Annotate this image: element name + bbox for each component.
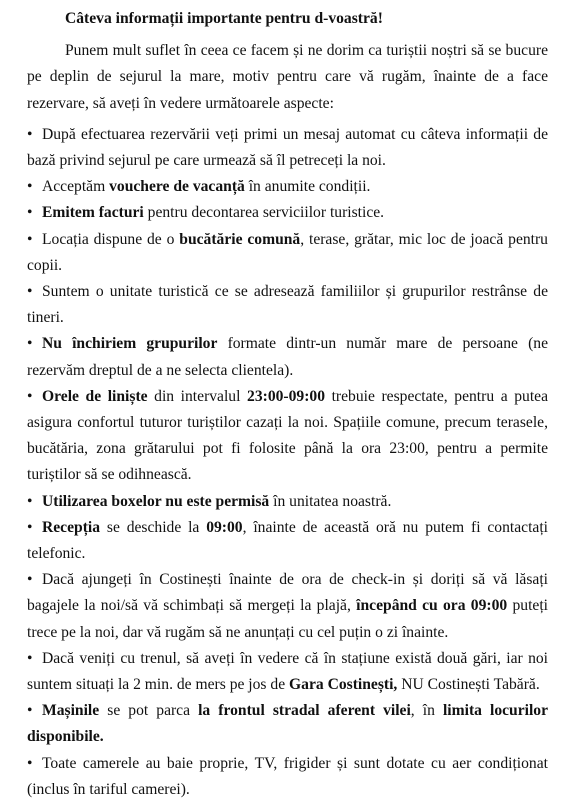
bullet-text-bold: Orele de liniște <box>42 387 148 405</box>
bullet-symbol: • <box>27 518 33 536</box>
bullet-text: în anumite condiții. <box>244 178 371 196</box>
info-bullet-item <box>27 567 548 646</box>
bullet-text: trebuie respectate, pentru a putea asigura confortul tuturor turiștilor cazați la noi. Spațiile comune, precum terasele, bucătăria, zona grătarului pot fi folosite până la ora 23:00, pentru a permite turiștilor să se odihnească. <box>27 387 548 484</box>
bullet-text-bold: limita locurilor disponibile. <box>27 702 549 746</box>
info-bullet-item <box>27 646 548 698</box>
bullet-text: Locația dispune de o <box>42 230 180 248</box>
bullet-symbol: • <box>27 387 33 405</box>
bullet-symbol: • <box>27 754 33 772</box>
bullet-symbol: • <box>27 230 33 248</box>
bullet-text-bold: Recepția <box>42 518 101 536</box>
bullet-text: din intervalul <box>147 387 248 405</box>
bullet-text-bold: Emitem facturi <box>42 204 144 222</box>
bullet-text: Dacă veniți cu trenul, să aveți în vedere că în stațiune există două gări, iar noi suntem situați la 2 min. de mers pe jos de <box>27 649 548 694</box>
bullet-text: Suntem o unitate turistică ce se adresează familiilor și grupurilor restrânse de tineri. <box>27 283 548 327</box>
bullet-text: Acceptăm <box>42 178 110 196</box>
bullet-text-bold: 09:00 <box>206 518 243 536</box>
bullet-symbol: • <box>27 178 33 196</box>
bullet-text: se deschide la <box>100 518 207 536</box>
document-title: Câteva informații importante pentru d-voastră! <box>65 10 383 27</box>
bullet-text: , în <box>410 702 443 720</box>
info-bullet-item <box>27 751 548 803</box>
bullet-symbol: • <box>27 649 33 667</box>
bullet-text: , terase, grătar, mic loc de joacă pentru copii. <box>27 230 548 274</box>
info-bullet-item <box>27 331 548 383</box>
bullet-text: NU Costinești Tabără. <box>397 676 540 694</box>
bullet-symbol: • <box>27 125 33 143</box>
info-bullet-item <box>27 279 548 331</box>
bullet-text: formate dintr-un număr mare de persoane (ne rezervăm dreptul de a ne selecta clientela). <box>27 335 549 379</box>
bullet-symbol: • <box>27 702 33 720</box>
bullet-symbol: • <box>27 571 33 589</box>
info-bullet-item <box>27 489 548 515</box>
bullet-text: Toate camerele au baie proprie, TV, frigider și sunt dotate cu aer condiționat (inclus în tariful camerei). <box>27 754 548 798</box>
bullet-text: se pot parca <box>99 702 199 720</box>
bullet-text-bold: vouchere de vacanță <box>109 178 245 196</box>
info-bullet-item <box>27 174 548 200</box>
bullet-text: , înainte de această oră nu putem fi contactați telefonic. <box>27 518 548 563</box>
bullet-text-bold: Gara Costinești, <box>289 676 398 694</box>
info-bullet-item <box>27 200 548 226</box>
bullet-text-bold: Nu închiriem grupurilor <box>42 335 218 353</box>
info-bullet-item <box>27 698 548 750</box>
bullet-symbol: • <box>27 204 33 222</box>
bullet-text-bold: Utilizarea boxelor nu este permisă <box>42 492 270 510</box>
info-bullet-item <box>27 515 548 567</box>
bullet-text-bold: 23:00-09:00 <box>247 387 325 405</box>
bullet-text: puteți trece pe la noi, dar vă rugăm să ne anunțați cu cel puțin o zi înainte. <box>27 597 548 641</box>
bullet-text-bold: Mașinile <box>42 702 100 720</box>
bullet-symbol: • <box>27 492 33 510</box>
info-bullet-item <box>27 227 548 279</box>
bullet-text: După efectuarea rezervării veți primi un mesaj automat cu câteva informații de bază privind sejurul pe care urmează să îl petreceți la noi. <box>27 125 548 170</box>
bullet-symbol: • <box>27 283 33 301</box>
bullet-text: pentru decontarea serviciilor turistice. <box>143 204 385 222</box>
info-bullet-list <box>27 122 548 803</box>
info-bullet-item <box>27 384 548 489</box>
bullet-symbol: • <box>27 335 33 353</box>
bullet-text-bold: la frontul stradal aferent vilei <box>198 702 411 720</box>
bullet-text: în unitatea noastră. <box>269 492 392 510</box>
info-bullet-item <box>27 122 548 174</box>
bullet-text: Dacă ajungeți în Costinești înainte de ora de check-in și doriți să vă lăsați bagajele la noi/să vă schimbați să mergeți la plajă, <box>27 571 548 615</box>
bullet-text-bold: începând cu ora 09:00 <box>356 597 508 615</box>
intro-paragraph: Punem mult suflet în ceea ce facem și ne dorim ca turiștii noștri să se bucure pe deplin de sejurul la mare, motiv pentru care vă rugăm, înainte de a face rezervare, să aveți în vedere următoarele aspecte: <box>27 42 548 112</box>
bullet-text-bold: bucătărie comună <box>179 230 301 248</box>
